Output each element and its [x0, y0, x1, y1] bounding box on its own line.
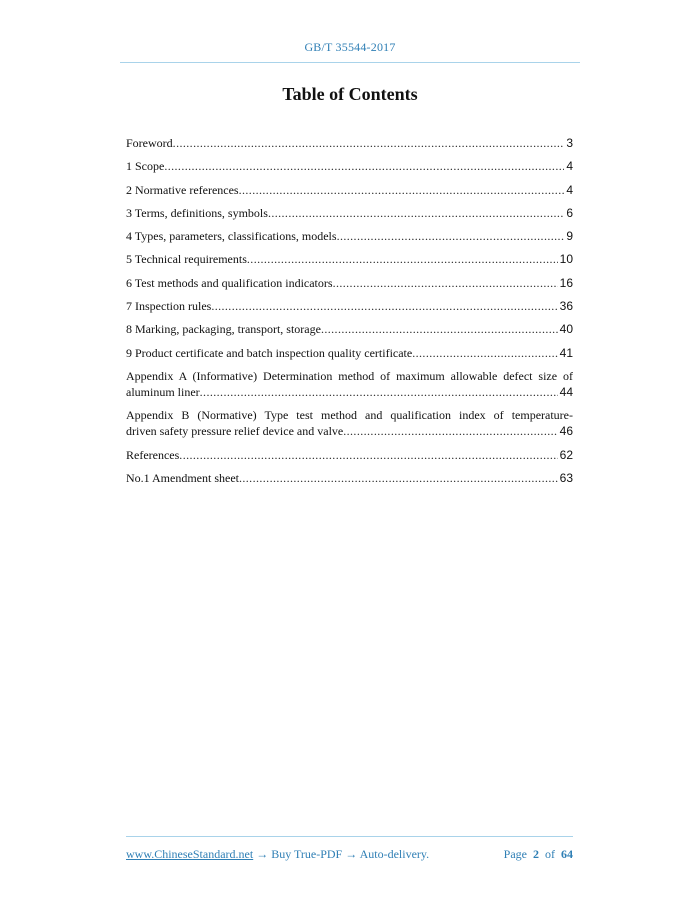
arrow-right-icon: →	[345, 847, 358, 861]
toc-entry-label: 8 Marking, packaging, transport, storage	[126, 322, 321, 337]
toc-page-number: 41	[559, 345, 573, 360]
toc-entry-normative-references[interactable]	[126, 182, 573, 198]
page-label: Page	[503, 847, 527, 861]
toc-entry-inspection-rules[interactable]	[126, 298, 573, 314]
toc-leader-dots	[412, 345, 557, 361]
toc-page-number: 62	[559, 447, 573, 462]
toc-page-number: 36	[559, 299, 573, 314]
toc-page-number: 9	[566, 229, 573, 244]
toc-page-number: 4	[566, 159, 573, 174]
toc-entry-label-line1: Appendix A (Informative) Determination method of maximum allowable defect size of	[126, 368, 573, 383]
toc-entry-label-line1: Appendix B (Normative) Type test method and qualification index of temperature-	[126, 408, 573, 423]
of-label: of	[545, 847, 555, 861]
toc-entry-label-line2: driven safety pressure relief device and valve	[126, 424, 344, 439]
toc-entry-label: 4 Types, parameters, classifications, models	[126, 229, 337, 244]
toc-entry-marking[interactable]	[126, 321, 573, 337]
toc-leader-dots	[239, 470, 558, 486]
toc-leader-dots	[343, 423, 557, 439]
buy-true-pdf-text: Buy True-PDF	[271, 847, 343, 861]
toc-page-number: 16	[559, 275, 573, 290]
toc-entry-appendix-b[interactable]	[126, 407, 573, 439]
table-of-contents	[126, 135, 573, 493]
toc-leader-dots	[164, 158, 564, 174]
toc-entry-foreword[interactable]	[126, 135, 573, 151]
toc-page-number: 40	[559, 322, 573, 337]
toc-entry-types[interactable]	[126, 228, 573, 244]
page-title: Table of Contents	[282, 84, 418, 104]
toc-entry-appendix-a[interactable]	[126, 368, 573, 400]
toc-entry-product-certificate[interactable]	[126, 345, 573, 361]
toc-page-number: 3	[566, 136, 573, 150]
website-link[interactable]: www.ChineseStandard.net	[126, 847, 254, 861]
toc-entry-label: 1 Scope	[126, 159, 165, 174]
toc-leader-dots	[333, 275, 558, 291]
footer-rule	[126, 836, 573, 837]
total-pages-number: 64	[561, 847, 573, 861]
toc-leader-dots	[247, 251, 558, 267]
arrow-right-icon: →	[256, 847, 269, 861]
footer-promo	[126, 847, 429, 862]
toc-entry-scope[interactable]	[126, 158, 573, 174]
toc-leader-dots	[200, 384, 558, 400]
toc-entry-label: Foreword	[126, 136, 173, 150]
toc-page-number: 6	[566, 205, 573, 220]
toc-leader-dots	[337, 228, 565, 244]
page-indicator	[504, 847, 573, 862]
toc-page-number: 4	[566, 182, 573, 197]
toc-entry-terms[interactable]	[126, 205, 573, 221]
toc-entry-label: References	[126, 447, 180, 462]
toc-leader-dots	[211, 298, 557, 314]
toc-leader-dots	[179, 447, 557, 463]
toc-entry-label: 2 Normative references	[126, 182, 239, 197]
toc-page-number: 46	[559, 424, 573, 439]
toc-leader-dots	[321, 321, 558, 337]
toc-entry-label: 9 Product certificate and batch inspection quality certificate	[126, 345, 413, 360]
toc-entry-references[interactable]	[126, 447, 573, 463]
toc-page-number: 44	[559, 384, 573, 399]
toc-entry-technical-requirements[interactable]	[126, 251, 573, 267]
toc-page-number: 10	[559, 252, 573, 267]
toc-page-number: 63	[559, 470, 573, 485]
toc-entry-label: 5 Technical requirements	[126, 252, 247, 267]
toc-leader-dots	[173, 135, 565, 151]
toc-entry-label-line2: aluminum liner	[126, 384, 200, 399]
toc-entry-amendment-sheet[interactable]	[126, 470, 573, 486]
toc-entry-label: 3 Terms, definitions, symbols	[126, 205, 268, 220]
toc-entry-label: 6 Test methods and qualification indicators	[126, 275, 333, 290]
toc-entry-test-methods[interactable]	[126, 275, 573, 291]
auto-delivery-text: Auto-delivery.	[359, 847, 430, 861]
header-rule	[120, 62, 580, 63]
toc-entry-label: No.1 Amendment sheet	[126, 470, 239, 485]
header-doc-code: GB/T 35544-2017	[304, 40, 396, 54]
toc-leader-dots	[239, 182, 565, 198]
toc-entry-label: 7 Inspection rules	[126, 299, 212, 314]
current-page-number: 2	[533, 847, 539, 861]
toc-leader-dots	[268, 205, 564, 221]
